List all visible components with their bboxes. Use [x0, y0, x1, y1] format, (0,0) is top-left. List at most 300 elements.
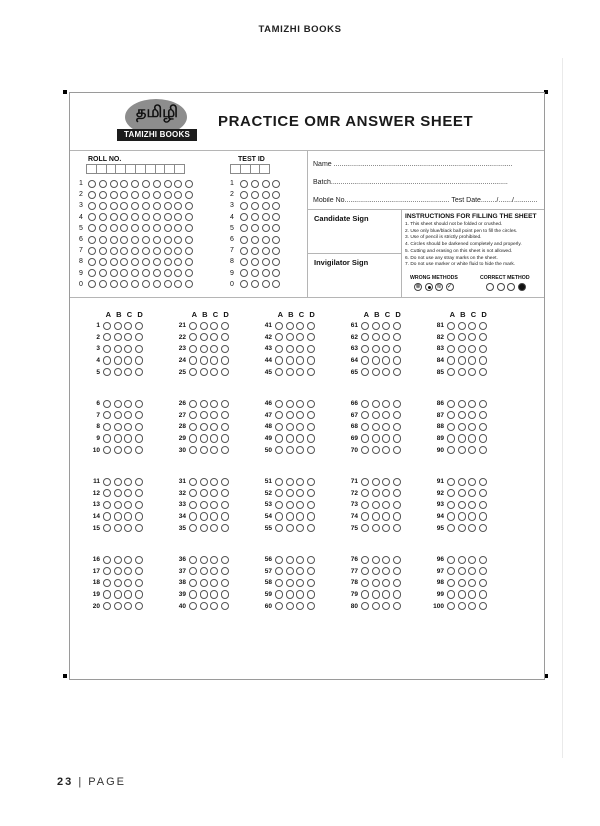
- answer-bubble[interactable]: [382, 524, 390, 532]
- answer-bubble[interactable]: [221, 579, 229, 587]
- answer-bubble[interactable]: [189, 368, 197, 376]
- answer-bubble[interactable]: [286, 590, 294, 598]
- roll-no-bubble[interactable]: [110, 247, 118, 255]
- answer-bubble[interactable]: [393, 590, 401, 598]
- answer-bubble[interactable]: [458, 512, 466, 520]
- test-id-bubble[interactable]: [272, 180, 280, 188]
- roll-no-bubble[interactable]: [185, 269, 193, 277]
- roll-no-bubble[interactable]: [131, 269, 139, 277]
- answer-bubble[interactable]: [447, 434, 455, 442]
- answer-bubble[interactable]: [200, 345, 208, 353]
- roll-no-bubble[interactable]: [164, 191, 172, 199]
- answer-bubble[interactable]: [447, 345, 455, 353]
- answer-bubble[interactable]: [296, 356, 304, 364]
- answer-bubble[interactable]: [103, 602, 111, 610]
- answer-bubble[interactable]: [296, 322, 304, 330]
- roll-no-bubble[interactable]: [153, 247, 161, 255]
- answer-bubble[interactable]: [189, 590, 197, 598]
- answer-bubble[interactable]: [275, 322, 283, 330]
- answer-bubble[interactable]: [393, 345, 401, 353]
- answer-bubble[interactable]: [468, 501, 476, 509]
- answer-bubble[interactable]: [103, 322, 111, 330]
- answer-bubble[interactable]: [447, 446, 455, 454]
- answer-bubble[interactable]: [393, 423, 401, 431]
- answer-bubble[interactable]: [189, 333, 197, 341]
- answer-bubble[interactable]: [307, 411, 315, 419]
- answer-bubble[interactable]: [286, 446, 294, 454]
- roll-no-bubble[interactable]: [174, 213, 182, 221]
- answer-bubble[interactable]: [275, 556, 283, 564]
- test-id-bubble[interactable]: [251, 236, 259, 244]
- answer-bubble[interactable]: [286, 368, 294, 376]
- roll-no-bubble[interactable]: [185, 224, 193, 232]
- answer-bubble[interactable]: [447, 400, 455, 408]
- answer-bubble[interactable]: [275, 489, 283, 497]
- roll-no-bubble[interactable]: [99, 280, 107, 288]
- roll-no-bubble[interactable]: [153, 224, 161, 232]
- answer-bubble[interactable]: [479, 446, 487, 454]
- answer-bubble[interactable]: [447, 556, 455, 564]
- test-id-bubble[interactable]: [251, 280, 259, 288]
- answer-bubble[interactable]: [286, 556, 294, 564]
- answer-bubble[interactable]: [103, 489, 111, 497]
- roll-no-bubble[interactable]: [131, 213, 139, 221]
- answer-bubble[interactable]: [221, 446, 229, 454]
- answer-bubble[interactable]: [307, 423, 315, 431]
- answer-bubble[interactable]: [468, 590, 476, 598]
- roll-no-bubble[interactable]: [88, 280, 96, 288]
- answer-bubble[interactable]: [200, 434, 208, 442]
- test-id-bubble[interactable]: [240, 269, 248, 277]
- answer-bubble[interactable]: [124, 434, 132, 442]
- answer-bubble[interactable]: [189, 579, 197, 587]
- roll-no-bubble[interactable]: [164, 213, 172, 221]
- answer-bubble[interactable]: [103, 333, 111, 341]
- answer-bubble[interactable]: [189, 322, 197, 330]
- answer-bubble[interactable]: [382, 590, 390, 598]
- roll-no-bubble[interactable]: [142, 191, 150, 199]
- answer-bubble[interactable]: [447, 590, 455, 598]
- test-id-digit-box[interactable]: [259, 164, 270, 174]
- answer-bubble[interactable]: [479, 489, 487, 497]
- answer-bubble[interactable]: [135, 501, 143, 509]
- answer-bubble[interactable]: [210, 333, 218, 341]
- answer-bubble[interactable]: [189, 567, 197, 575]
- answer-bubble[interactable]: [210, 556, 218, 564]
- answer-bubble[interactable]: [286, 411, 294, 419]
- answer-bubble[interactable]: [114, 579, 122, 587]
- answer-bubble[interactable]: [382, 478, 390, 486]
- test-id-bubble[interactable]: [251, 213, 259, 221]
- roll-no-bubble[interactable]: [153, 202, 161, 210]
- answer-bubble[interactable]: [286, 423, 294, 431]
- roll-no-bubble[interactable]: [99, 180, 107, 188]
- answer-bubble[interactable]: [382, 322, 390, 330]
- answer-bubble[interactable]: [458, 602, 466, 610]
- answer-bubble[interactable]: [135, 345, 143, 353]
- test-id-bubble[interactable]: [272, 236, 280, 244]
- answer-bubble[interactable]: [200, 400, 208, 408]
- answer-bubble[interactable]: [200, 556, 208, 564]
- answer-bubble[interactable]: [458, 400, 466, 408]
- answer-bubble[interactable]: [286, 567, 294, 575]
- answer-bubble[interactable]: [135, 567, 143, 575]
- answer-bubble[interactable]: [296, 567, 304, 575]
- roll-no-bubble[interactable]: [110, 202, 118, 210]
- answer-bubble[interactable]: [468, 333, 476, 341]
- roll-no-bubble[interactable]: [185, 213, 193, 221]
- answer-bubble[interactable]: [135, 446, 143, 454]
- answer-bubble[interactable]: [382, 489, 390, 497]
- answer-bubble[interactable]: [135, 489, 143, 497]
- answer-bubble[interactable]: [393, 446, 401, 454]
- answer-bubble[interactable]: [372, 556, 380, 564]
- answer-bubble[interactable]: [361, 478, 369, 486]
- answer-bubble[interactable]: [221, 602, 229, 610]
- answer-bubble[interactable]: [447, 524, 455, 532]
- answer-bubble[interactable]: [286, 501, 294, 509]
- test-id-bubble[interactable]: [240, 247, 248, 255]
- answer-bubble[interactable]: [200, 579, 208, 587]
- answer-bubble[interactable]: [468, 368, 476, 376]
- roll-no-bubble[interactable]: [99, 213, 107, 221]
- answer-bubble[interactable]: [103, 567, 111, 575]
- roll-no-bubble[interactable]: [142, 202, 150, 210]
- answer-bubble[interactable]: [103, 478, 111, 486]
- test-id-bubble[interactable]: [272, 224, 280, 232]
- answer-bubble[interactable]: [361, 368, 369, 376]
- answer-bubble[interactable]: [361, 400, 369, 408]
- roll-no-bubble[interactable]: [153, 280, 161, 288]
- answer-bubble[interactable]: [221, 411, 229, 419]
- answer-bubble[interactable]: [114, 411, 122, 419]
- roll-no-bubble[interactable]: [120, 180, 128, 188]
- test-id-bubble[interactable]: [262, 280, 270, 288]
- answer-bubble[interactable]: [124, 501, 132, 509]
- answer-bubble[interactable]: [189, 489, 197, 497]
- answer-bubble[interactable]: [275, 501, 283, 509]
- answer-bubble[interactable]: [447, 368, 455, 376]
- answer-bubble[interactable]: [200, 368, 208, 376]
- answer-bubble[interactable]: [382, 400, 390, 408]
- answer-bubble[interactable]: [307, 579, 315, 587]
- answer-bubble[interactable]: [124, 356, 132, 364]
- answer-bubble[interactable]: [458, 333, 466, 341]
- answer-bubble[interactable]: [124, 411, 132, 419]
- answer-bubble[interactable]: [296, 489, 304, 497]
- answer-bubble[interactable]: [221, 400, 229, 408]
- roll-no-bubble[interactable]: [88, 180, 96, 188]
- test-id-bubble[interactable]: [272, 213, 280, 221]
- answer-bubble[interactable]: [458, 567, 466, 575]
- answer-bubble[interactable]: [221, 567, 229, 575]
- answer-bubble[interactable]: [468, 556, 476, 564]
- answer-bubble[interactable]: [210, 400, 218, 408]
- answer-bubble[interactable]: [372, 524, 380, 532]
- answer-bubble[interactable]: [393, 512, 401, 520]
- answer-bubble[interactable]: [382, 446, 390, 454]
- roll-no-bubble[interactable]: [164, 247, 172, 255]
- test-id-bubble[interactable]: [272, 191, 280, 199]
- answer-bubble[interactable]: [114, 590, 122, 598]
- answer-bubble[interactable]: [103, 501, 111, 509]
- answer-bubble[interactable]: [479, 423, 487, 431]
- roll-no-bubble[interactable]: [88, 202, 96, 210]
- answer-bubble[interactable]: [221, 434, 229, 442]
- roll-no-bubble[interactable]: [174, 202, 182, 210]
- answer-bubble[interactable]: [296, 579, 304, 587]
- answer-bubble[interactable]: [200, 411, 208, 419]
- roll-no-bubble[interactable]: [131, 224, 139, 232]
- answer-bubble[interactable]: [468, 524, 476, 532]
- answer-bubble[interactable]: [221, 512, 229, 520]
- answer-bubble[interactable]: [189, 556, 197, 564]
- answer-bubble[interactable]: [286, 489, 294, 497]
- answer-bubble[interactable]: [114, 368, 122, 376]
- answer-bubble[interactable]: [361, 556, 369, 564]
- answer-bubble[interactable]: [382, 567, 390, 575]
- answer-bubble[interactable]: [361, 512, 369, 520]
- answer-bubble[interactable]: [189, 602, 197, 610]
- answer-bubble[interactable]: [361, 602, 369, 610]
- answer-bubble[interactable]: [447, 411, 455, 419]
- answer-bubble[interactable]: [221, 489, 229, 497]
- test-id-bubble[interactable]: [251, 269, 259, 277]
- answer-bubble[interactable]: [468, 322, 476, 330]
- answer-bubble[interactable]: [382, 368, 390, 376]
- answer-bubble[interactable]: [296, 368, 304, 376]
- answer-bubble[interactable]: [135, 356, 143, 364]
- roll-no-bubble[interactable]: [142, 236, 150, 244]
- answer-bubble[interactable]: [393, 501, 401, 509]
- answer-bubble[interactable]: [200, 478, 208, 486]
- answer-bubble[interactable]: [275, 434, 283, 442]
- test-id-bubble[interactable]: [262, 258, 270, 266]
- roll-no-bubble[interactable]: [131, 180, 139, 188]
- answer-bubble[interactable]: [275, 400, 283, 408]
- roll-no-bubble[interactable]: [174, 224, 182, 232]
- answer-bubble[interactable]: [382, 501, 390, 509]
- answer-bubble[interactable]: [468, 423, 476, 431]
- roll-no-bubble[interactable]: [164, 180, 172, 188]
- answer-bubble[interactable]: [210, 423, 218, 431]
- answer-bubble[interactable]: [372, 333, 380, 341]
- answer-bubble[interactable]: [479, 602, 487, 610]
- roll-no-bubble[interactable]: [88, 191, 96, 199]
- answer-bubble[interactable]: [307, 356, 315, 364]
- answer-bubble[interactable]: [361, 489, 369, 497]
- answer-bubble[interactable]: [210, 345, 218, 353]
- roll-no-bubble[interactable]: [131, 280, 139, 288]
- answer-bubble[interactable]: [307, 489, 315, 497]
- answer-bubble[interactable]: [124, 423, 132, 431]
- answer-bubble[interactable]: [189, 411, 197, 419]
- answer-bubble[interactable]: [114, 322, 122, 330]
- answer-bubble[interactable]: [479, 345, 487, 353]
- answer-bubble[interactable]: [103, 368, 111, 376]
- test-id-bubble[interactable]: [240, 258, 248, 266]
- answer-bubble[interactable]: [307, 567, 315, 575]
- answer-bubble[interactable]: [114, 478, 122, 486]
- answer-bubble[interactable]: [221, 590, 229, 598]
- answer-bubble[interactable]: [200, 567, 208, 575]
- answer-bubble[interactable]: [124, 489, 132, 497]
- answer-bubble[interactable]: [221, 368, 229, 376]
- answer-bubble[interactable]: [221, 478, 229, 486]
- test-id-bubble[interactable]: [272, 258, 280, 266]
- answer-bubble[interactable]: [479, 590, 487, 598]
- roll-no-bubble[interactable]: [174, 180, 182, 188]
- roll-no-bubble[interactable]: [142, 213, 150, 221]
- answer-bubble[interactable]: [210, 478, 218, 486]
- answer-bubble[interactable]: [372, 478, 380, 486]
- answer-bubble[interactable]: [296, 345, 304, 353]
- answer-bubble[interactable]: [124, 333, 132, 341]
- answer-bubble[interactable]: [114, 489, 122, 497]
- answer-bubble[interactable]: [189, 446, 197, 454]
- roll-no-bubble[interactable]: [142, 180, 150, 188]
- answer-bubble[interactable]: [275, 590, 283, 598]
- answer-bubble[interactable]: [458, 322, 466, 330]
- test-id-bubble[interactable]: [251, 180, 259, 188]
- answer-bubble[interactable]: [189, 423, 197, 431]
- test-id-bubble[interactable]: [262, 202, 270, 210]
- answer-bubble[interactable]: [189, 478, 197, 486]
- answer-bubble[interactable]: [189, 512, 197, 520]
- answer-bubble[interactable]: [210, 602, 218, 610]
- answer-bubble[interactable]: [124, 602, 132, 610]
- answer-bubble[interactable]: [296, 590, 304, 598]
- answer-bubble[interactable]: [393, 356, 401, 364]
- answer-bubble[interactable]: [221, 556, 229, 564]
- answer-bubble[interactable]: [210, 512, 218, 520]
- answer-bubble[interactable]: [296, 512, 304, 520]
- answer-bubble[interactable]: [372, 400, 380, 408]
- test-id-bubble[interactable]: [251, 191, 259, 199]
- roll-no-bubble[interactable]: [164, 202, 172, 210]
- roll-no-bubble[interactable]: [99, 202, 107, 210]
- answer-bubble[interactable]: [135, 590, 143, 598]
- answer-bubble[interactable]: [296, 501, 304, 509]
- answer-bubble[interactable]: [458, 411, 466, 419]
- answer-bubble[interactable]: [286, 602, 294, 610]
- roll-no-bubble[interactable]: [174, 236, 182, 244]
- roll-no-digit-box[interactable]: [174, 164, 185, 174]
- answer-bubble[interactable]: [479, 512, 487, 520]
- answer-bubble[interactable]: [447, 478, 455, 486]
- batch-field[interactable]: Batch...........................................................................................: [313, 179, 508, 186]
- answer-bubble[interactable]: [221, 333, 229, 341]
- answer-bubble[interactable]: [124, 567, 132, 575]
- roll-no-bubble[interactable]: [120, 202, 128, 210]
- test-id-bubble[interactable]: [240, 224, 248, 232]
- answer-bubble[interactable]: [382, 333, 390, 341]
- answer-bubble[interactable]: [307, 368, 315, 376]
- answer-bubble[interactable]: [361, 590, 369, 598]
- answer-bubble[interactable]: [468, 434, 476, 442]
- answer-bubble[interactable]: [361, 579, 369, 587]
- answer-bubble[interactable]: [447, 489, 455, 497]
- roll-no-bubble[interactable]: [164, 258, 172, 266]
- answer-bubble[interactable]: [200, 602, 208, 610]
- answer-bubble[interactable]: [479, 524, 487, 532]
- answer-bubble[interactable]: [372, 423, 380, 431]
- answer-bubble[interactable]: [361, 423, 369, 431]
- test-id-bubble[interactable]: [240, 280, 248, 288]
- answer-bubble[interactable]: [393, 579, 401, 587]
- answer-bubble[interactable]: [479, 579, 487, 587]
- answer-bubble[interactable]: [135, 579, 143, 587]
- answer-bubble[interactable]: [286, 333, 294, 341]
- candidate-sign-box[interactable]: [308, 209, 402, 253]
- roll-no-bubble[interactable]: [99, 191, 107, 199]
- answer-bubble[interactable]: [135, 478, 143, 486]
- answer-bubble[interactable]: [479, 356, 487, 364]
- answer-bubble[interactable]: [275, 345, 283, 353]
- answer-bubble[interactable]: [382, 512, 390, 520]
- answer-bubble[interactable]: [221, 423, 229, 431]
- test-id-bubble[interactable]: [262, 191, 270, 199]
- answer-bubble[interactable]: [372, 512, 380, 520]
- answer-bubble[interactable]: [200, 501, 208, 509]
- roll-no-bubble[interactable]: [153, 213, 161, 221]
- roll-no-bubble[interactable]: [131, 258, 139, 266]
- answer-bubble[interactable]: [103, 400, 111, 408]
- answer-bubble[interactable]: [307, 400, 315, 408]
- answer-bubble[interactable]: [221, 322, 229, 330]
- answer-bubble[interactable]: [221, 501, 229, 509]
- roll-no-bubble[interactable]: [99, 247, 107, 255]
- answer-bubble[interactable]: [124, 446, 132, 454]
- answer-bubble[interactable]: [307, 590, 315, 598]
- roll-no-bubble[interactable]: [153, 180, 161, 188]
- answer-bubble[interactable]: [393, 478, 401, 486]
- answer-bubble[interactable]: [135, 411, 143, 419]
- answer-bubble[interactable]: [393, 524, 401, 532]
- test-id-bubble[interactable]: [262, 247, 270, 255]
- answer-bubble[interactable]: [275, 579, 283, 587]
- answer-bubble[interactable]: [189, 345, 197, 353]
- answer-bubble[interactable]: [361, 411, 369, 419]
- roll-no-bubble[interactable]: [185, 202, 193, 210]
- answer-bubble[interactable]: [479, 434, 487, 442]
- roll-no-bubble[interactable]: [131, 202, 139, 210]
- answer-bubble[interactable]: [296, 446, 304, 454]
- name-field[interactable]: Name ............................................................................................: [313, 161, 513, 168]
- answer-bubble[interactable]: [372, 489, 380, 497]
- roll-no-bubble[interactable]: [120, 247, 128, 255]
- answer-bubble[interactable]: [114, 356, 122, 364]
- roll-no-bubble[interactable]: [120, 269, 128, 277]
- answer-bubble[interactable]: [103, 556, 111, 564]
- answer-bubble[interactable]: [210, 579, 218, 587]
- answer-bubble[interactable]: [124, 368, 132, 376]
- roll-no-bubble[interactable]: [110, 224, 118, 232]
- roll-no-bubble[interactable]: [164, 269, 172, 277]
- test-id-bubble[interactable]: [272, 247, 280, 255]
- answer-bubble[interactable]: [447, 501, 455, 509]
- test-id-bubble[interactable]: [272, 269, 280, 277]
- answer-bubble[interactable]: [382, 556, 390, 564]
- answer-bubble[interactable]: [275, 478, 283, 486]
- answer-bubble[interactable]: [447, 322, 455, 330]
- roll-no-bubble[interactable]: [110, 191, 118, 199]
- roll-no-bubble[interactable]: [153, 236, 161, 244]
- answer-bubble[interactable]: [135, 368, 143, 376]
- answer-bubble[interactable]: [447, 579, 455, 587]
- answer-bubble[interactable]: [372, 446, 380, 454]
- roll-no-bubble[interactable]: [142, 224, 150, 232]
